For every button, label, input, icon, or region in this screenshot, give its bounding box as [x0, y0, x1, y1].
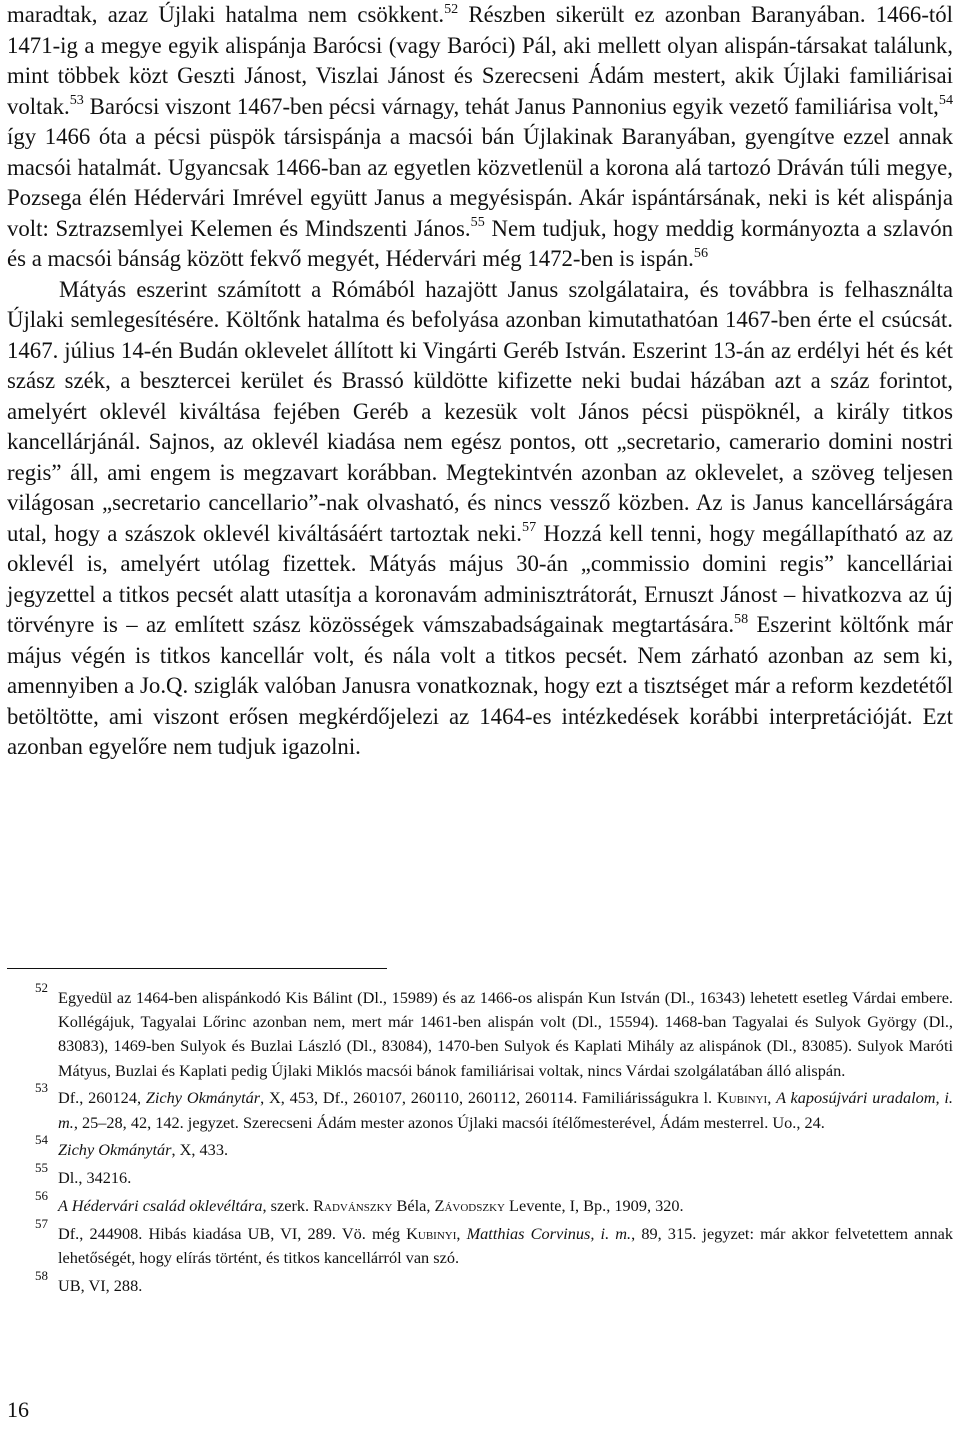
- footnote-number: 57: [35, 1215, 48, 1231]
- footnote-text: , X, 453, Df., 260107, 260110, 260112, 260114. Familiárisságukra l.: [260, 1088, 717, 1108]
- paragraph-text: maradtak, azaz Újlaki hatalma nem csökkent.: [7, 2, 445, 27]
- footnote-text: UB, VI, 288.: [58, 1275, 143, 1295]
- footnote-58: [7, 1267, 953, 1298]
- footnote-text: Levente, I, Bp., 1909, 320.: [504, 1196, 684, 1215]
- citation-title: A Hédervári család oklevéltára: [58, 1196, 263, 1215]
- footnote-number: 56: [35, 1188, 48, 1203]
- author-name: Kubinyi: [406, 1223, 457, 1243]
- footnote-text: , X, 433.: [171, 1140, 229, 1160]
- footnote-text: Df., 260124,: [58, 1088, 146, 1108]
- paragraph-text: Hozzá kell tenni, hogy megállapítható az az oklevél is, amelyért utólag fizettek. Mátyás május 30-án „commissio domini regis” kancelláriai jegyzettel a titkos pecsét alatt utasítja a koronavám adminisztrátorát, Ernuszt Jánost – hivatkozva az új törvényre is – az említett szász közösségek vámszabadságainak megtartására.: [7, 520, 953, 637]
- page-number: 16: [7, 1397, 29, 1422]
- citation-title: Zichy Okmánytár: [145, 1088, 261, 1108]
- footnote-text: Egyedül az 1464-ben alispánkodó Kis Bálint (Dl., 15989) és az 1466-os alispán Kun István (Dl., 16343) lehetett esetleg Várdai embere. Kollégájuk, Tagyalai Lőrinc azonban nem, mert már 1461-ben alispán volt (Dl., 15594). 1468-ban Tagyalai és Sulyok György (Dl., 83083), 1469-ben Sulyok és Buzlai László (Dl., 83084), 1470-ben Sulyok és Kaplati Mihály az alispánok (Dl., 83085). Sulyok Maróti Mátyus, Buzlai és Kaplati pedig Újlaki Miklós macsói bánok familiárisai voltak, nincs Várdai szolgálatában álló alispán.: [58, 988, 953, 1080]
- author-name: Závodszky: [434, 1196, 505, 1215]
- footnote-text: ,: [456, 1223, 467, 1243]
- footnote-ref-53[interactable]: 53: [69, 92, 84, 109]
- footnote-text: , szerk.: [262, 1196, 314, 1215]
- footnote-number: 58: [35, 1267, 48, 1283]
- paragraph-text: Mátyás eszerint számított a Rómából hazajött Janus szolgálataira, és továbbra is felhasználta Újlaki semlegesítésére. Költőnk hatalma és befolyása azonban kimutathatóan 1467-ben érte el csúcsát. 1467. július 14-én Budán oklevelet állított ki Vingárti Geréb István. Eszerint 13-án az erdélyi hét és két szász szék, a besztercei kerület és Brassó küldötte kifizette neki budai házában azt a száz forintot, amelyért oklevél kiváltása fejében Geréb a kezesük volt János pécsi püspöknél, a király titkos kancellárjánál. Sajnos, az oklevél kiadása nem egész pontos, ott „secretario, camerario domini nostri regis” áll, ami engem is megzavart korábban. Megtekintvén azonban az oklevelet, a szöveg teljesen világosan „secretario cancellario”-nak olvasható, és nincs vessző közben. Az is Janus kancellárságára utal, hogy a szászok oklevél kiváltásáért tartoztak neki.: [7, 276, 953, 546]
- paragraph-text: Nem tudjuk, hogy meddig kormányozta a szlavón és a macsói bánság között fekvő megyét, Hédervári még 1472-ben is ispán.: [7, 215, 953, 271]
- footnote-56: [7, 1188, 953, 1218]
- footnote-number: 54: [35, 1132, 48, 1148]
- paragraph-1: [7, 0, 953, 275]
- author-name: Kubinyi: [716, 1088, 768, 1108]
- paragraph-text: Eszerint költőnk már május végén is titkos kancellár volt, és nála volt a titkos pecsét. Nem zárható azonban az sem ki, amennyiben a Jo.Q. sziglák valóban Janusra vonatkoznak, hogy ezt a tisztséget már a reform kezdetétől betöltötte, ami viszont erősen megkérdőjelezi az 1464-es intézkedések korábbi interpretációját. Ezt azonban egyelőre nem tudjuk igazolni.: [7, 612, 954, 759]
- footnote-54: [7, 1132, 953, 1162]
- footnote-number: 53: [35, 1080, 48, 1096]
- citation-title: A kaposújvári uradalom, i. m.: [58, 1088, 953, 1132]
- main-text: [7, 0, 953, 763]
- footnote-text: Dl., 34216.: [58, 1168, 132, 1188]
- footnote-number: 55: [35, 1160, 48, 1176]
- footnote-text: , 89, 315. jegyzet: már akkor felvetettem annak lehetőségét, hogy elírás történt, és titkos kancellárról van szó.: [58, 1223, 953, 1267]
- paragraph-2: [7, 275, 953, 763]
- footnote-number: 52: [35, 980, 48, 995]
- footnote-ref-54[interactable]: 54: [938, 92, 953, 109]
- citation-title: Matthias Corvinus, i. m.: [466, 1223, 632, 1243]
- paragraph-text: Részben sikerült ez azonban Baranyában. 1466-tól 1471-ig a megye egyik alispánja Barócsi (vagy Baróci) Pál, aki mellett olyan alispán-társakat találunk, mint többek közt Geszti Jánost, Viszlai Jánost és Szerecseni Ádám mestert, akik Újlaki familiárisai voltak.: [7, 2, 953, 119]
- paragraph-text: Barócsi viszont 1467-ben pécsi várnagy, tehát Janus Pannonius egyik vezető familiárisa volt,: [83, 93, 939, 119]
- footnote-52: [7, 980, 953, 1083]
- footnote-ref-58[interactable]: 58: [734, 610, 749, 627]
- footnotes: [7, 980, 953, 1302]
- footnote-53: [7, 1080, 953, 1134]
- footnote-ref-55[interactable]: 55: [470, 214, 485, 231]
- paragraph-text: így 1466 óta a pécsi püspök társispánja a macsói bán Újlakinak Baranyában, gyengítve ezzel annak macsói hatalmát. Ugyancsak 1466-ban az egyetlen közvetlenül a korona alá tartozó Dráván túli megye, Pozsega élén Hédervári Imrével együtt Janus a megyésispán. Akár ispántársának, neki is két alispánja volt: Sztrazsemlyei Kelemen és Mindszenti János.: [7, 124, 953, 241]
- footnote-text: Df., 244908. Hibás kiadása UB, VI, 289. Vö. még: [58, 1223, 407, 1243]
- footnote-ref-52[interactable]: 52: [444, 0, 459, 17]
- page: [7, 0, 953, 763]
- footnote-text: , 25–28, 42, 142. jegyzet. Szerecseni Ádám mester azonos Újlaki macsói ítélőmesterével, Ádám mesterrel. Uo., 24.: [73, 1112, 825, 1132]
- footnote-ref-56[interactable]: 56: [693, 244, 708, 261]
- footnote-57: [7, 1215, 953, 1270]
- author-name: Radvánszky: [313, 1196, 393, 1215]
- footnote-separator: [7, 968, 387, 969]
- footnote-text: Béla,: [392, 1196, 435, 1215]
- citation-title: Zichy Okmánytár: [58, 1140, 172, 1160]
- footnote-text: ,: [767, 1088, 777, 1108]
- footnote-ref-57[interactable]: 57: [522, 519, 537, 536]
- footnote-55: [7, 1160, 953, 1190]
